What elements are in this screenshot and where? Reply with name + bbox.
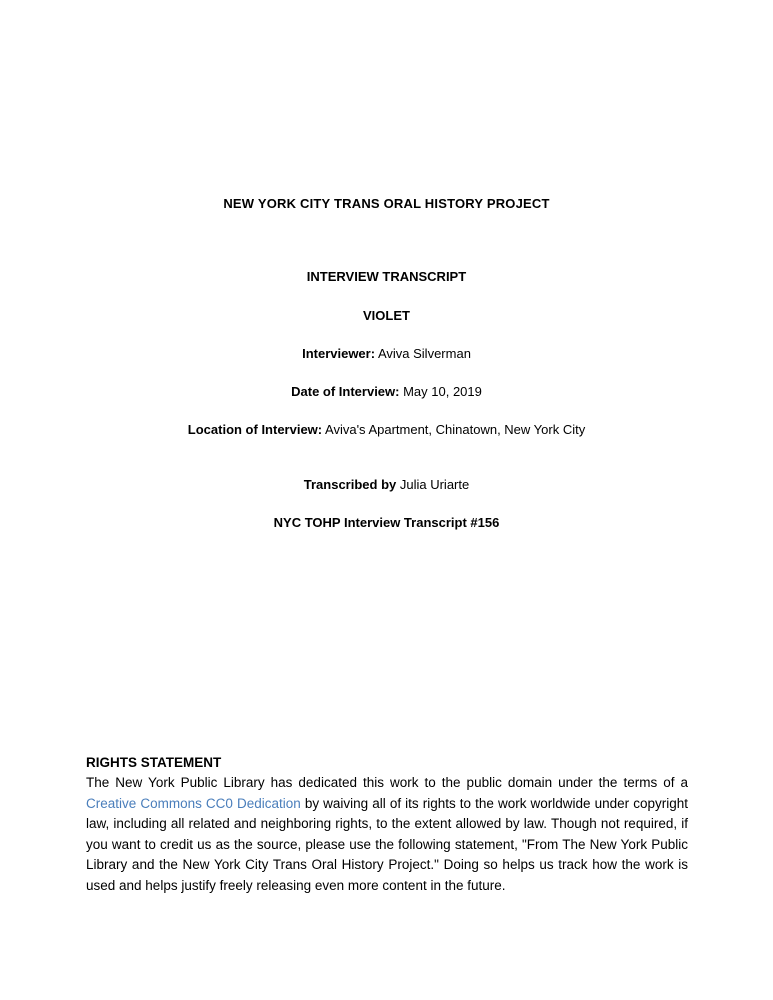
location-value: Aviva's Apartment, Chinatown, New York City <box>322 422 586 437</box>
interviewer-label: Interviewer: <box>302 346 376 361</box>
location-label: Location of Interview: <box>187 422 323 437</box>
rights-text-before-link: The New York Public Library has dedicated this work to the public domain under the terms of a <box>86 775 688 790</box>
rights-text-after-link: by waiving all of its rights to the work worldwide under copyright law, including all related and neighboring rights, to the extent allowed by law. Though not required, if you want to credit us as the source, please use the following statement, "From The New York Public Library and the New York City Trans Oral History Project." Doing so helps us track how the work is used and helps justify freely releasing even more content in the future. <box>86 795 688 893</box>
location-line <box>0 399 773 437</box>
narrator-name: VIOLET <box>363 308 410 323</box>
project-title: NEW YORK CITY TRANS ORAL HISTORY PROJECT <box>223 196 550 211</box>
date-label: Date of Interview: <box>291 384 400 399</box>
rights-body <box>86 773 688 896</box>
transcript-id: NYC TOHP Interview Transcript #156 <box>273 515 500 530</box>
transcriber-line <box>0 437 773 492</box>
interviewer-line <box>0 323 773 361</box>
transcriber-value: Julia Uriarte <box>396 477 470 492</box>
date-line <box>0 361 773 399</box>
rights-heading: RIGHTS STATEMENT <box>86 755 222 770</box>
transcriber-label: Transcribed by <box>303 477 397 492</box>
title-block <box>0 196 773 530</box>
date-value: May 10, 2019 <box>399 384 482 399</box>
interviewer-value: Aviva Silverman <box>375 346 471 361</box>
creative-commons-link[interactable]: Creative Commons CC0 Dedication <box>86 795 301 811</box>
rights-statement <box>86 755 688 896</box>
document-type: INTERVIEW TRANSCRIPT <box>306 269 467 284</box>
